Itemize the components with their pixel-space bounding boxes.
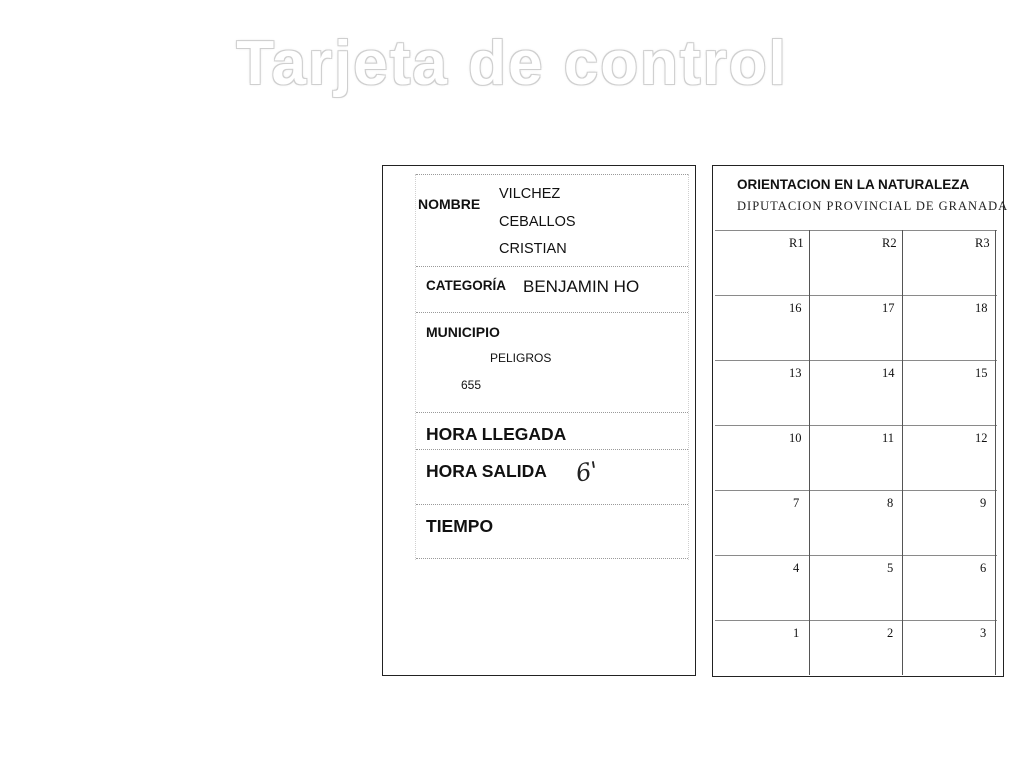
nombre-line-3: CRISTIAN [499,241,567,257]
control-cell-17: 17 [882,301,895,315]
grid-line [715,425,997,426]
control-cell-7: 7 [793,496,800,510]
hora-salida-value: 6' [573,456,601,488]
hora-salida-label: HORA SALIDA [426,461,547,481]
divider [416,312,688,313]
control-cell-5: 5 [887,561,894,575]
grid-line [715,230,997,231]
divider [416,504,688,505]
control-cell-16: 16 [789,301,802,315]
control-cell-4: 4 [793,561,800,575]
control-cell-10: 10 [789,431,802,445]
categoria-label: CATEGORÍA [426,278,506,293]
control-cell-11: 11 [882,431,895,445]
control-cell-2: 2 [887,626,894,640]
control-cell-9: 9 [980,496,987,510]
organization-title: ORIENTACION EN LA NATURALEZA [737,177,970,192]
nombre-label: NOMBRE [418,196,481,212]
tiempo-label: TIEMPO [426,516,494,536]
municipio-value: PELIGROS [490,351,552,365]
control-cell-r2: R2 [882,236,897,250]
grid-line [809,230,810,675]
divider [416,412,688,413]
control-cell-r3: R3 [975,236,990,250]
control-cell-14: 14 [882,366,895,380]
divider [416,174,688,175]
control-grid [715,230,997,675]
control-cell-18: 18 [975,301,988,315]
organization-subtitle: DIPUTACION PROVINCIAL DE GRANADA [737,199,1009,213]
control-cell-15: 15 [975,366,988,380]
nombre-line-1: VILCHEZ [499,186,561,202]
grid-line [715,620,997,621]
punch-card [712,165,1009,677]
control-card-form [382,165,696,676]
divider [416,449,688,450]
control-cell-13: 13 [789,366,802,380]
nombre-line-2: CEBALLOS [499,214,576,230]
control-cell-6: 6 [980,561,987,575]
categoria-value: BENJAMIN HO [523,277,640,296]
grid-line [715,295,997,296]
dorsal-number: 655 [461,378,482,392]
divider [416,266,688,267]
control-cell-r1: R1 [789,236,804,250]
control-cell-12: 12 [975,431,988,445]
grid-line [995,230,996,675]
grid-line [715,490,997,491]
grid-line [715,360,997,361]
control-cell-3: 3 [980,626,987,640]
slide-title: Tarjeta de control [236,29,788,98]
divider [416,558,688,559]
form-area [415,174,689,560]
hora-llegada-label: HORA LLEGADA [426,424,567,444]
grid-line [715,555,997,556]
municipio-label: MUNICIPIO [426,324,500,340]
control-cell-8: 8 [887,496,894,510]
grid-line [902,230,903,675]
control-cell-1: 1 [793,626,800,640]
